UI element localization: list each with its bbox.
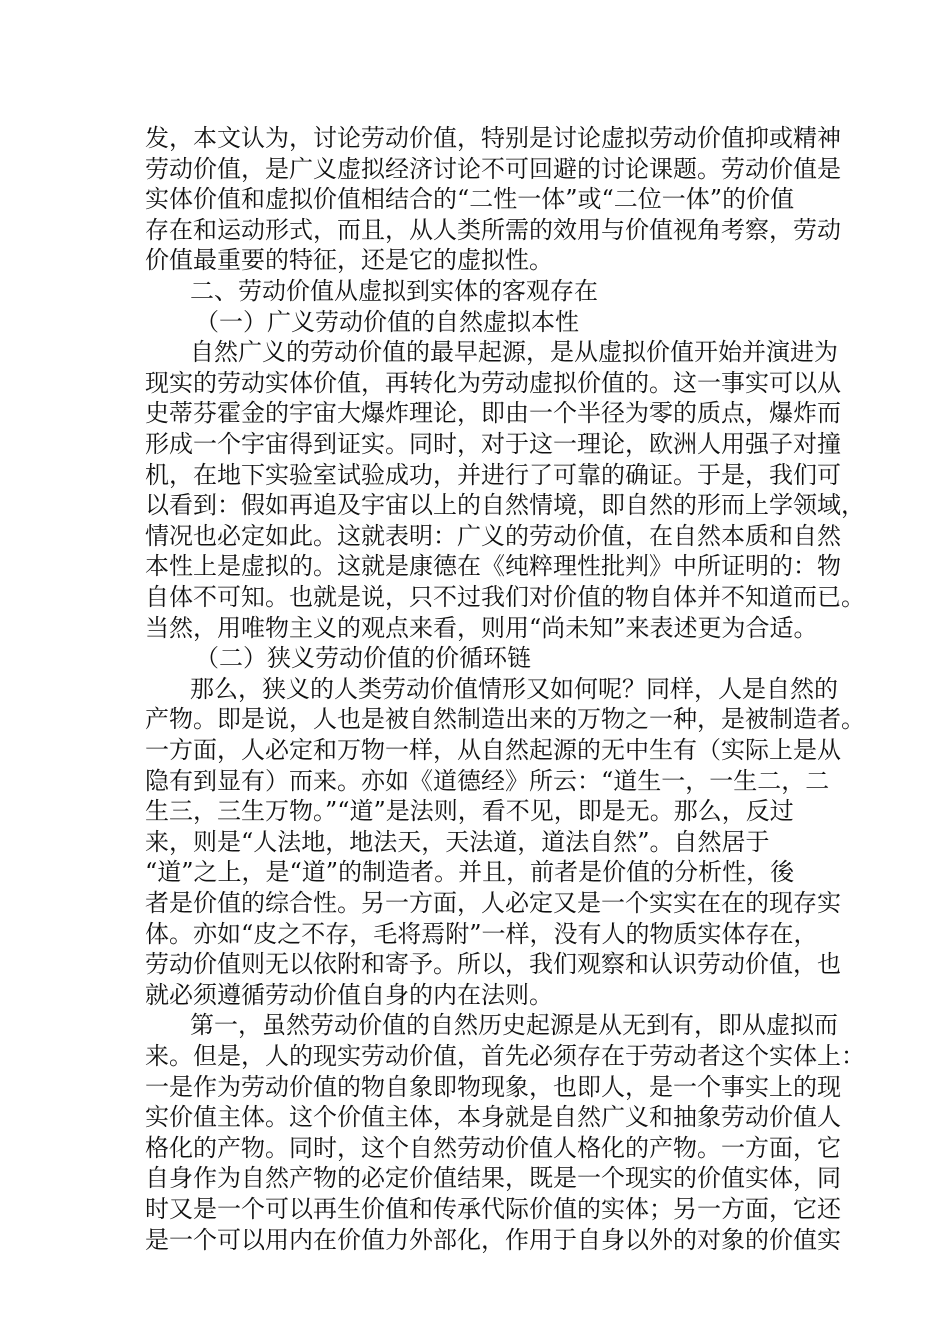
text-line: 隐有到显有）而来。亦如《道德经》所云：“道生一，一生二，二 <box>145 766 830 795</box>
text-line: 一是作为劳动价值的物自象即物现象，也即人，是一个事实上的现 <box>145 1072 841 1101</box>
section-heading: 二、劳动价值从虚拟到实体的客观存在 <box>190 277 598 305</box>
text-line: 产物。即是说，人也是被自然制造出来的万物之一种，是被制造者。 <box>145 705 865 734</box>
text-line: 本性上是虚拟的。这就是康德在《纯粹理性批判》中所证明的：物 <box>145 552 841 581</box>
text-line: 形成一个宇宙得到证实。同时，对于这一理论，欧洲人用强子对撞 <box>145 430 841 458</box>
text-line: “道”之上，是“道”的制造者。并且，前者是价值的分析性，後 <box>145 858 795 887</box>
text-line: 机，在地下实验室试验成功，并进行了可靠的确证。于是，我们可 <box>145 460 841 489</box>
text-line: 者是价值的综合性。另一方面，人必定又是一个实实在在的现存实 <box>145 889 841 917</box>
text-line: 当然，用唯物主义的观点来看，则用“尚未知”来表述更为合适。 <box>145 613 818 642</box>
text-line: 发，本文认为，讨论劳动价值，特别是讨论虚拟劳动价值抑或精神 <box>145 124 841 152</box>
text-line: 以看到：假如再追及宇宙以上的自然情境，即自然的形而上学领域， <box>145 491 865 520</box>
text-line: 价值最重要的特征，还是它的虚拟性。 <box>145 246 553 275</box>
text-line: 实体价值和虚拟价值相结合的“二性一体”或“二位一体”的价值 <box>145 185 795 214</box>
text-line: 格化的产物。同时，这个自然劳动价值人格化的产物。一方面，它 <box>145 1133 841 1162</box>
text-line: 体。亦如“皮之不存，毛将焉附”一样，没有人的物质实体存在， <box>145 919 818 948</box>
text-line: 自然广义的劳动价值的最早起源，是从虚拟价值开始并演进为 <box>190 338 838 367</box>
text-line: 情况也必定如此。这就表明：广义的劳动价值，在自然本质和自然 <box>145 521 841 550</box>
text-line: 第一，虽然劳动价值的自然历史起源是从无到有，即从虚拟而 <box>190 1011 838 1040</box>
text-line: 劳动价值则无以依附和寄予。所以，我们观察和认识劳动价值，也 <box>145 950 841 979</box>
text-line: 实价值主体。这个价值主体，本身就是自然广义和抽象劳动价值人 <box>145 1103 841 1132</box>
text-line: 劳动价值，是广义虚拟经济讨论不可回避的讨论课题。劳动价值是 <box>145 154 841 183</box>
text-line: 一方面，人必定和万物一样，从自然起源的无中生有（实际上是从 <box>145 736 841 764</box>
text-line: 就必须遵循劳动价值自身的内在法则。 <box>145 980 553 1009</box>
text-line: 那么，狭义的人类劳动价值情形又如何呢？同样，人是自然的 <box>190 674 838 703</box>
subsection-heading: （一）广义劳动价值的自然虚拟本性 <box>195 307 579 336</box>
text-line: 存在和运动形式，而且，从人类所需的效用与价值视角考察，劳动 <box>145 215 841 244</box>
text-line: 时又是一个可以再生价值和传承代际价值的实体；另一方面，它还 <box>145 1195 841 1223</box>
text-line: 来，则是“人法地，地法天，天法道，道法自然”。自然居于 <box>145 827 770 856</box>
text-line: 史蒂芬霍金的宇宙大爆炸理论，即由一个半径为零的质点，爆炸而 <box>145 399 841 428</box>
text-line: 是一个可以用内在价值力外部化，作用于自身以外的对象的价值实 <box>145 1225 841 1254</box>
text-line: 现实的劳动实体价值，再转化为劳动虚拟价值的。这一事实可以从 <box>145 368 841 397</box>
text-line: 来。但是，人的现实劳动价值，首先必须存在于劳动者这个实体上： <box>145 1042 865 1070</box>
subsection-heading: （二）狭义劳动价值的价循环链 <box>195 644 531 673</box>
text-line: 自体不可知。也就是说，只不过我们对价值的物自体并不知道而已。 <box>145 583 865 611</box>
text-line: 生三，三生万物。”“道”是法则，看不见，即是无。那么，反过 <box>145 797 794 826</box>
text-line: 自身作为自然产物的必定价值结果，既是一个现实的价值实体，同 <box>145 1164 841 1193</box>
